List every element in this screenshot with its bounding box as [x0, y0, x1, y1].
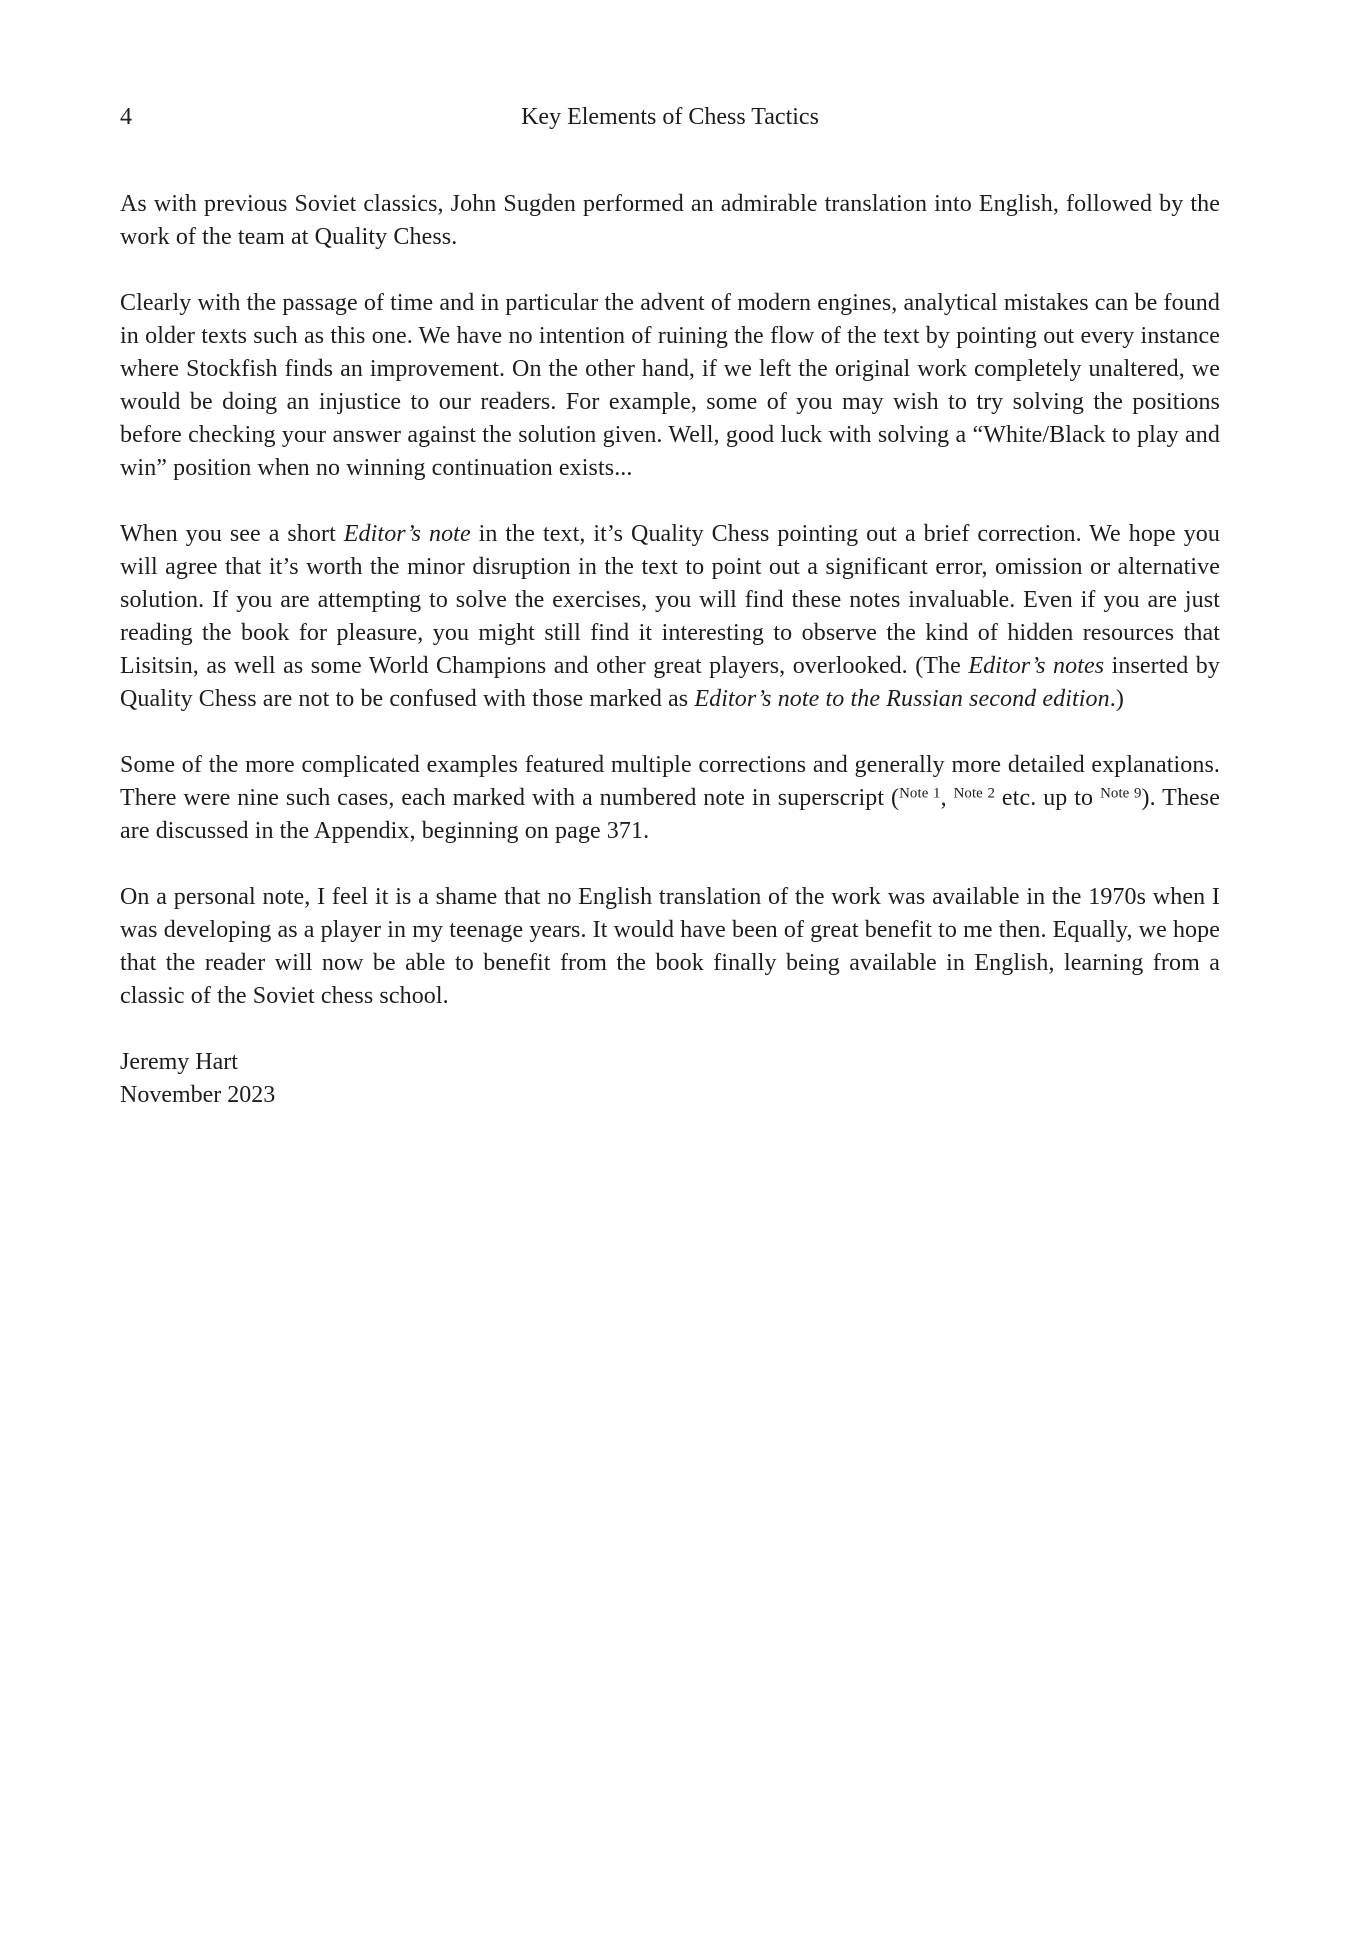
superscript-segment: Note 1: [899, 785, 941, 802]
text-segment: ). These are discussed in the Appendix, beginning on page 371.: [120, 785, 1220, 844]
text-segment: in the text, it’s Quality Chess pointing out a brief correction. We hope you will agree that it’s worth the minor disruption in the text to point out a significant error, omission or alternative solution. If you are attempting to solve the exercises, you will find these notes invaluable. Even if you are just reading the book for pleasure, you might still find it interesting to observe the kind of hidden resources that Lisitsin, as well as some World Champions and other great players, overlooked. (The: [120, 521, 1220, 679]
text-segment: As with previous Soviet classics, John Sugden performed an admirable translation into English, followed by the work of the team at Quality Chess.: [120, 191, 1220, 250]
text-segment: etc. up to: [995, 785, 1101, 811]
italic-segment: Editor’s notes: [968, 653, 1105, 679]
text-segment: .): [1109, 686, 1124, 712]
text-segment: On a personal note, I feel it is a shame that no English translation of the work was available in the 1970s when I was developing as a player in my teenage years. It would have been of great benefit to me then. Equally, we hope that the reader will now be able to benefit from the book finally being available in English, learning from a classic of the Soviet chess school.: [120, 884, 1220, 1009]
text-segment: When you see a short: [120, 521, 344, 547]
signature-block: [120, 1046, 1220, 1112]
text-segment: Clearly with the passage of time and in particular the advent of modern engines, analytical mistakes can be found in older texts such as this one. We have no intention of ruining the flow of the text by pointing out every instance where Stockfish finds an improvement. On the other hand, if we left the original work completely unaltered, we would be doing an injustice to our readers. For example, some of you may wish to try solving the positions before checking your answer against the solution given. Well, good luck with solving a “White/Black to play and win” position when no winning continuation exists...: [120, 290, 1220, 481]
text-segment: inserted by Quality Chess are not to be confused with those marked as: [120, 653, 1220, 712]
text-segment: Some of the more complicated examples featured multiple corrections and generally more detailed explanations. There were nine such cases, each marked with a numbered note in superscript (: [120, 752, 1220, 811]
paragraph: [120, 749, 1220, 848]
running-title: Key Elements of Chess Tactics: [521, 104, 819, 130]
italic-segment: Editor’s note to the Russian second edition: [694, 686, 1110, 712]
page-content: [120, 101, 1220, 1112]
paragraph: [120, 287, 1220, 485]
page-number: 4: [120, 104, 132, 130]
signature-name: Jeremy Hart: [120, 1049, 238, 1075]
paragraph: [120, 881, 1220, 1013]
superscript-segment: Note 9: [1100, 785, 1142, 802]
running-head: [120, 101, 1220, 134]
italic-segment: Editor’s note: [343, 521, 471, 547]
signature-date: November 2023: [120, 1082, 276, 1108]
body-text: [120, 188, 1220, 1013]
paragraph: [120, 188, 1220, 254]
superscript-segment: Note 2: [953, 785, 996, 802]
text-segment: ,: [940, 785, 954, 811]
paragraph: [120, 518, 1220, 716]
